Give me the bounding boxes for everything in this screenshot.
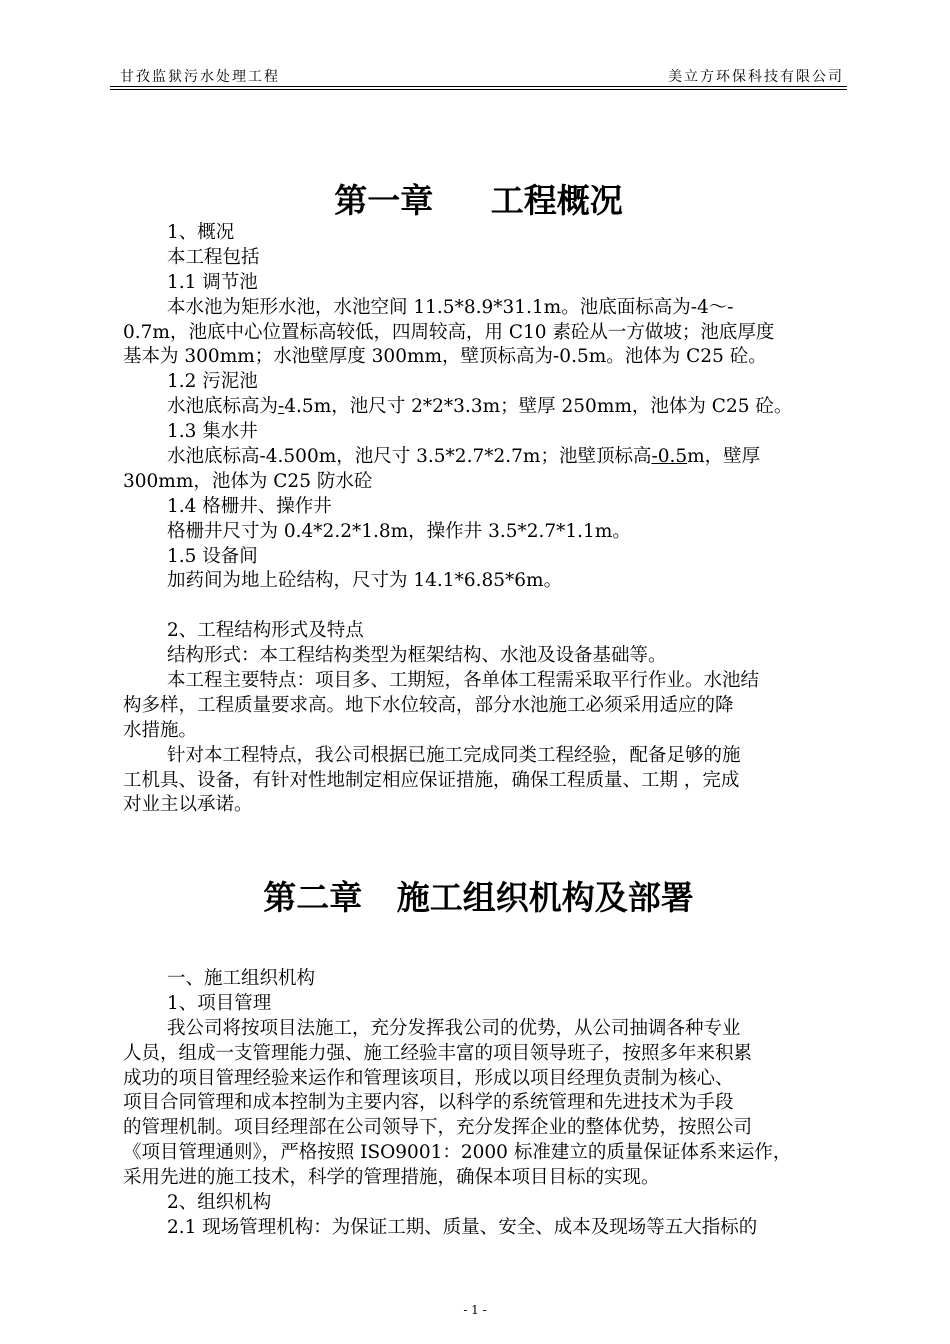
- paragraph-line: 1.4 格栅井、操作井: [167, 495, 332, 517]
- page-number: - 1 -: [463, 1303, 487, 1317]
- paragraph-line: 0.7m，池底中心位置标高较低，四周较高，用 C10 素砼从一方做坡；池底厚度: [123, 321, 775, 343]
- paragraph-line: 1.5 设备间: [167, 545, 258, 567]
- paragraph-line: 1.1 调节池: [167, 271, 258, 293]
- text-run: m，壁厚: [687, 446, 761, 468]
- paragraph-line: 的管理机制。项目经理部在公司领导下，充分发挥企业的整体优势，按照公司: [123, 1117, 753, 1139]
- paragraph-line: 针对本工程特点，我公司根据已施工完成同类工程经验，配备足够的施: [167, 744, 741, 766]
- paragraph-line: 本工程包括: [167, 246, 260, 268]
- paragraph-line: 成功的项目管理经验来运作和管理该项目，形成以项目经理负责制为核心、: [123, 1067, 734, 1089]
- paragraph-line: 我公司将按项目法施工，充分发挥我公司的优势，从公司抽调各种专业: [167, 1017, 741, 1039]
- paragraph-line: 1、项目管理: [167, 992, 272, 1014]
- chapter-2-title: 第二章 施工组织机构及部署: [263, 878, 694, 917]
- blank-line: [123, 594, 847, 619]
- paragraph-line: 工机具、设备，有针对性地制定相应保证措施，确保工程质量、工期 ，完成: [123, 769, 740, 791]
- paragraph-line: 对业主以承诺。: [123, 794, 253, 816]
- header-left-project-name: 甘孜监狱污水处理工程: [120, 69, 280, 85]
- text-run: 4.5m，池尺寸 2*2*3.3m；壁厚 250mm，池体为 C25 砼。: [284, 396, 793, 418]
- underlined-text: -: [278, 396, 285, 418]
- paragraph-line: 2.1 现场管理机构：为保证工期、质量、安全、成本及现场等五大指标的: [167, 1216, 758, 1238]
- paragraph-line: 采用先进的施工技术，科学的管理措施，确保本项目目标的实现。: [123, 1167, 660, 1189]
- underlined-text: -0.5: [651, 446, 688, 468]
- paragraph-line: [123, 445, 847, 470]
- paragraph-line: 《项目管理通则》，严格按照 ISO9001：2000 标准建立的质量保证体系来运作，: [123, 1142, 792, 1164]
- paragraph-line: 结构形式：本工程结构类型为框架结构、水池及设备基础等。: [167, 645, 667, 667]
- header-divider-thin: [110, 89, 847, 90]
- paragraph-line: 1.2 污泥池: [167, 371, 258, 393]
- text-run: 水池底标高-4.500m，池尺寸 3.5*2.7*2.7m；池壁顶标高: [167, 446, 652, 468]
- text-run: 水池底标高为: [167, 396, 279, 418]
- paragraph-line: 1、概况: [167, 222, 235, 243]
- paragraph-line: 2、组织机构: [167, 1192, 272, 1214]
- header-right-company-name: 美立方环保科技有限公司: [668, 69, 844, 85]
- chapter-2-body: [123, 967, 847, 1241]
- paragraph-line: [123, 395, 847, 420]
- paragraph-line: 项目合同管理和成本控制为主要内容，以科学的系统管理和先进技术为手段: [123, 1092, 734, 1114]
- paragraph-line: 本工程主要特点：项目多、工期短，各单体工程需采取平行作业。水池结: [167, 670, 760, 692]
- paragraph-line: 格栅井尺寸为 0.4*2.2*1.8m，操作井 3.5*2.7*1.1m。: [167, 520, 631, 542]
- chapter-1-body: [123, 221, 847, 818]
- chapter-1-title: 第一章 工程概况: [334, 181, 623, 220]
- paragraph-line: 加药间为地上砼结构，尺寸为 14.1*6.85*6m。: [167, 570, 563, 592]
- paragraph-line: 构多样，工程质量要求高。地下水位较高，部分水池施工必须采用适应的降: [123, 694, 734, 716]
- paragraph-line: 本水池为矩形水池，水池空间 11.5*8.9*31.1m。池底面标高为-4～-: [167, 296, 734, 318]
- paragraph-line: 300mm，池体为 C25 防水砼: [123, 470, 373, 492]
- paragraph-line: 2、工程结构形式及特点: [167, 620, 364, 642]
- header-divider: [110, 86, 847, 87]
- paragraph-line: 基本为 300mm；水池壁厚度 300mm，壁顶标高为-0.5m。池体为 C25 砼。: [123, 346, 767, 368]
- paragraph-line: 水措施。: [123, 719, 198, 741]
- paragraph-line: 1.3 集水井: [167, 421, 258, 443]
- paragraph-line: 一、施工组织机构: [167, 968, 316, 989]
- paragraph-line: 人员，组成一支管理能力强、施工经验丰富的项目领导班子，按照多年来积累: [123, 1042, 753, 1064]
